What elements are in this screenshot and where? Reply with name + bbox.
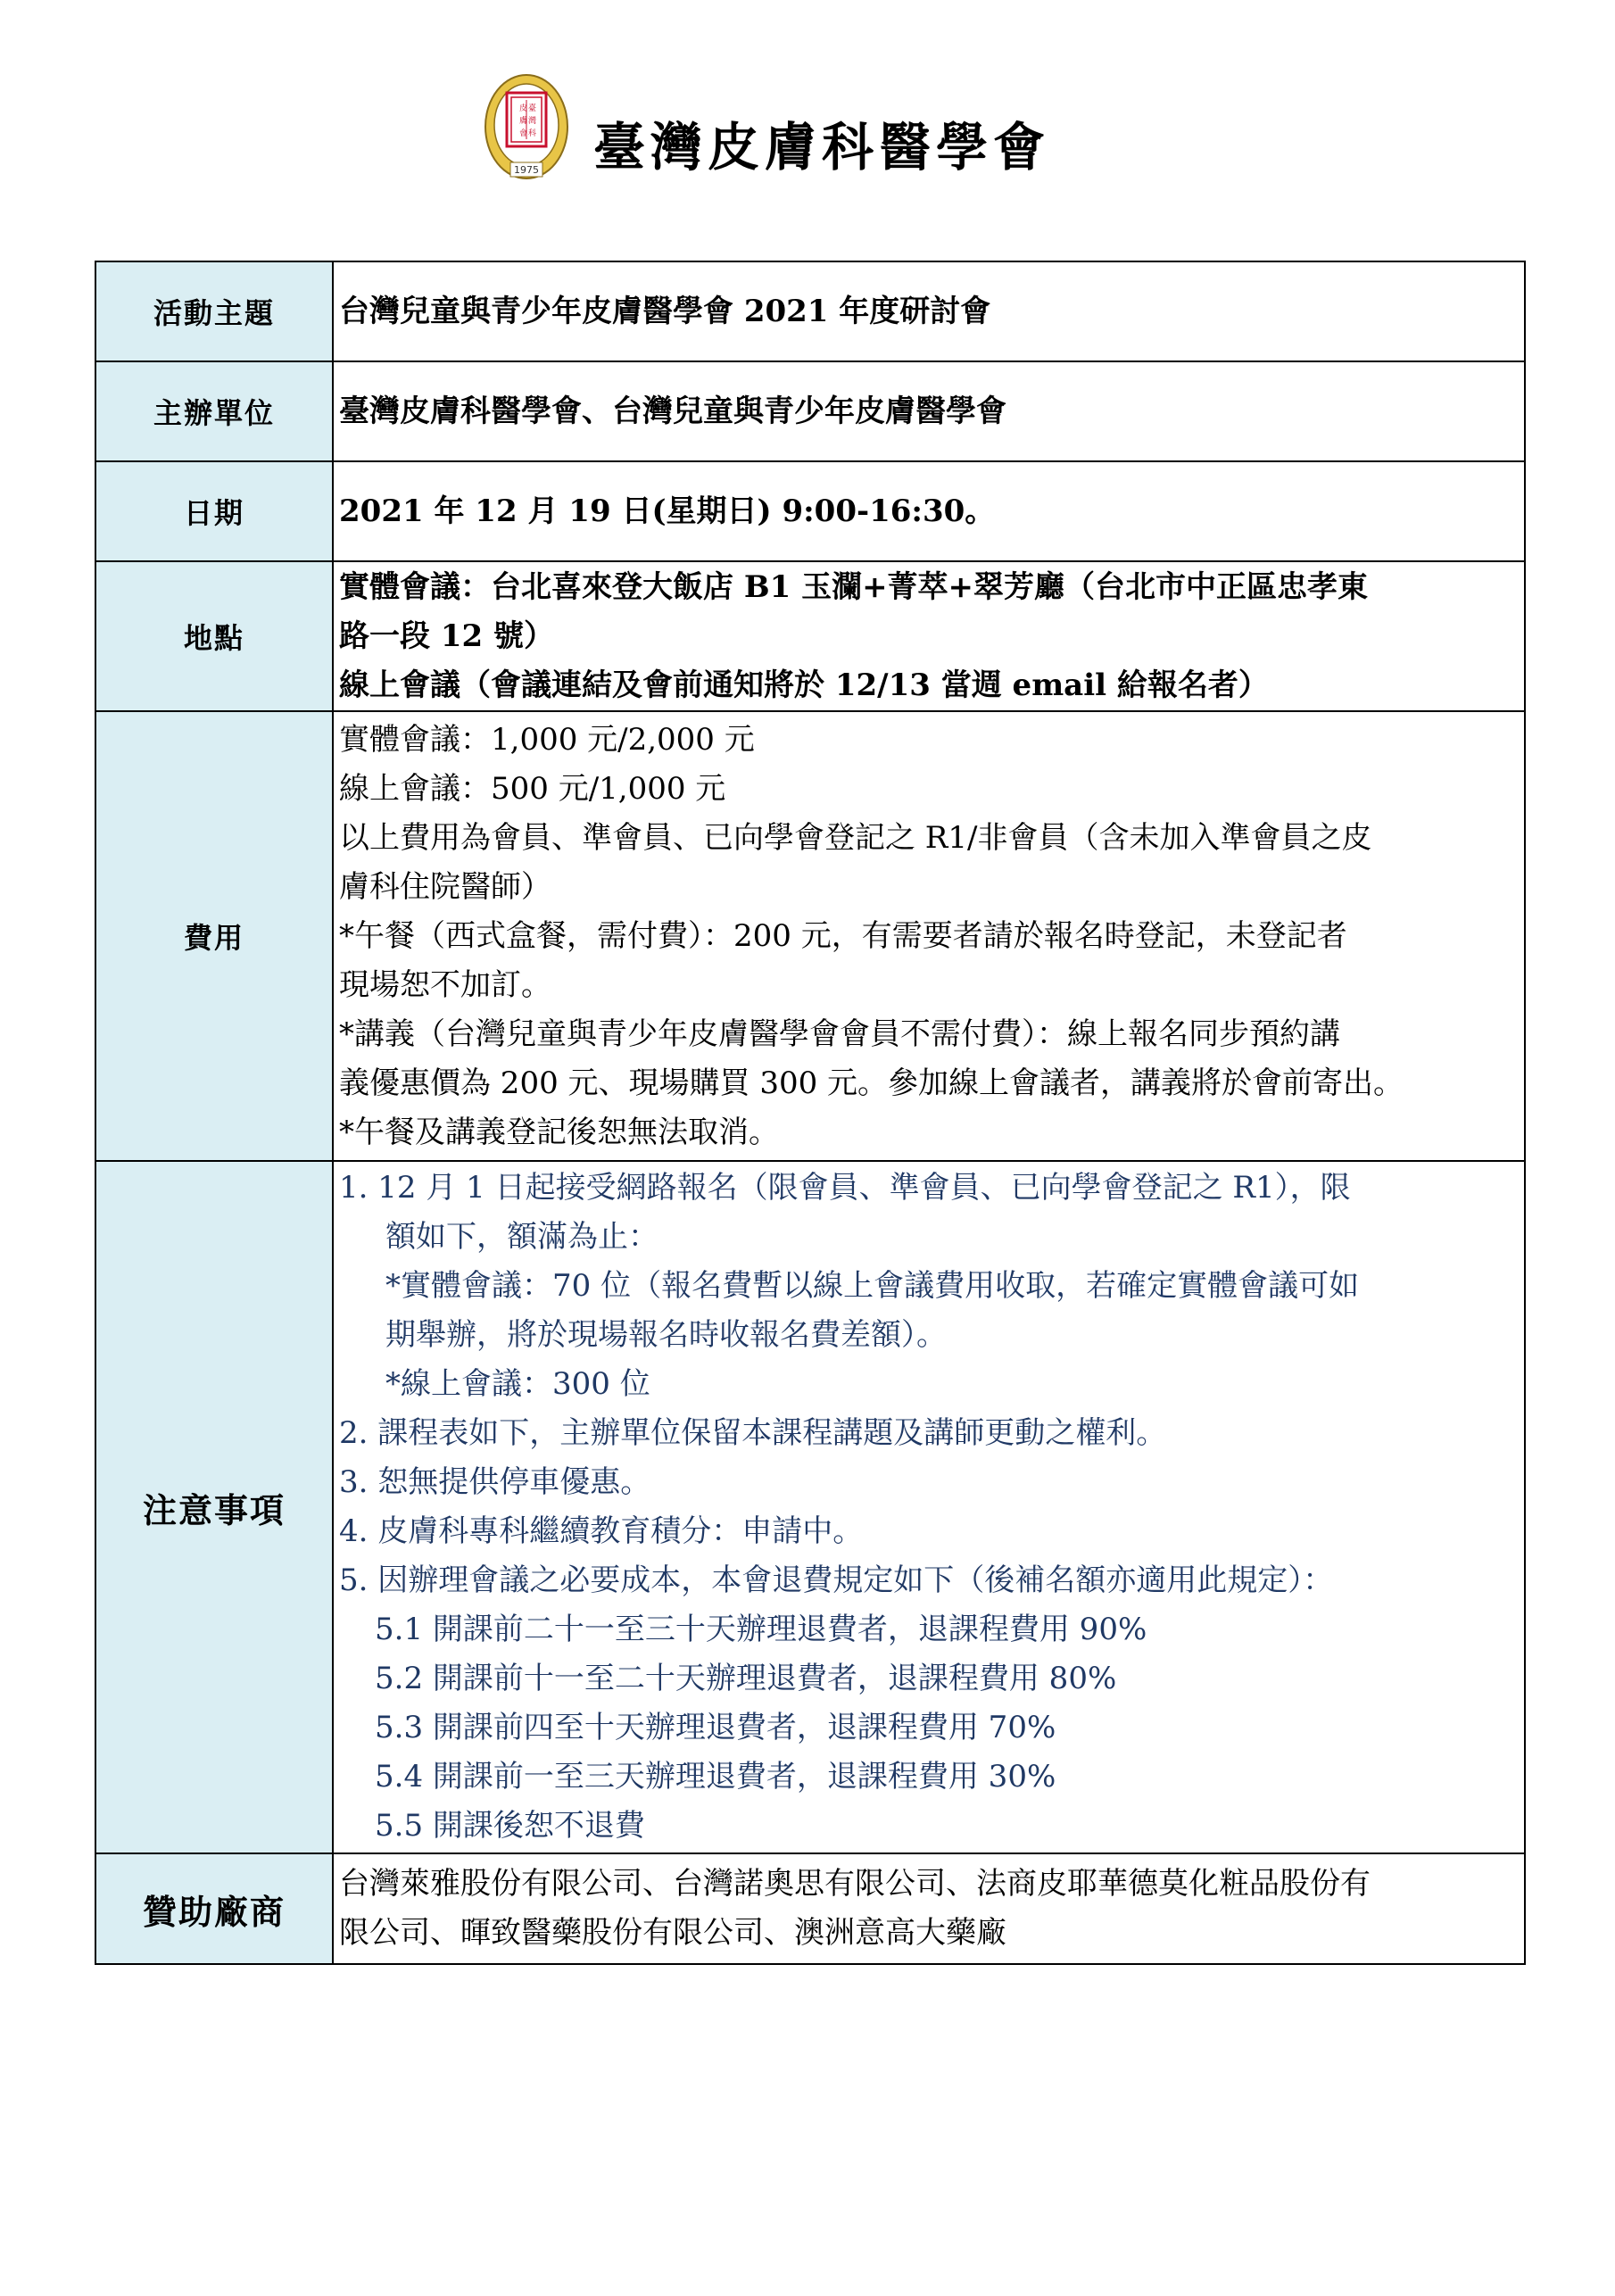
row-value-fee — [333, 711, 1525, 1161]
venue-line: 路一段 12 號） — [339, 618, 554, 654]
table-row-notes — [95, 1161, 1525, 1853]
row-label-theme: 活動主題 — [95, 261, 333, 361]
notes-line: *實體會議：70 位（報名費暫以線上會議費用收取，若確定實體會議可如 — [385, 1268, 1360, 1304]
row-label-venue: 地點 — [95, 561, 333, 711]
row-label-sponsors: 贊助廠商 — [95, 1853, 333, 1964]
date-line: 2021 年 12 月 19 日(星期日) 9:00-16:30。 — [339, 493, 996, 529]
fee-line: *講義（台灣兒童與青少年皮膚醫學會會員不需付費）：線上報名同步預約講 — [339, 1015, 1340, 1052]
organizer-line: 臺灣皮膚科醫學會、台灣兒童與青少年皮膚醫學會 — [339, 393, 1006, 429]
association-seal-icon — [482, 71, 571, 187]
svg-text:科: 科 — [528, 129, 537, 138]
fee-line: 義優惠價為 200 元、現場購買 300 元。參加線上會議者，講義將於會前寄出。 — [339, 1065, 1404, 1101]
notes-line: *線上會議：300 位 — [385, 1366, 650, 1402]
svg-text:膚: 膚 — [519, 117, 528, 126]
notes-line: 5.4 開課前一至三天辦理退費者，退課程費用 30% — [375, 1759, 1056, 1795]
row-label-organizer: 主辦單位 — [95, 361, 333, 461]
fee-line: *午餐（西式盒餐，需付費）：200 元，有需要者請於報名時登記，未登記者 — [339, 917, 1347, 954]
svg-text:會: 會 — [519, 129, 528, 138]
notes-line: 5.1 開課前二十一至三十天辦理退費者，退課程費用 90% — [375, 1612, 1147, 1647]
notes-line: 5. 因辦理會議之必要成本，本會退費規定如下（後補名額亦適用此規定）： — [339, 1562, 1334, 1598]
notes-line: 1. 12 月 1 日起接受網路報名（限會員、準會員、已向學會登記之 R1），限 — [339, 1170, 1351, 1206]
fee-line: 線上會議：500 元/1,000 元 — [339, 770, 726, 807]
notes-line: 期舉辦，將於現場報名時收報名費差額）。 — [385, 1317, 947, 1353]
sponsors-line: 台灣萊雅股份有限公司、台灣諾奧思有限公司、法商皮耶華德莫化粧品股份有 — [339, 1866, 1371, 1902]
organization-title: 臺灣皮膚科醫學會 — [593, 117, 1051, 178]
theme-line: 台灣兒童與青少年皮膚醫學會 2021 年度研討會 — [339, 293, 991, 329]
table-row-venue — [95, 561, 1525, 711]
notes-line: 5.2 開課前十一至二十天辦理退費者，退課程費用 80% — [375, 1661, 1117, 1696]
notes-line: 5.5 開課後恕不退費 — [375, 1808, 645, 1844]
fee-line: *午餐及講義登記後恕無法取消。 — [339, 1114, 779, 1150]
row-value-theme — [333, 261, 1525, 361]
table-row-organizer — [95, 361, 1525, 461]
row-value-notes — [333, 1161, 1525, 1853]
notes-line: 2. 課程表如下，主辦單位保留本課程講題及講師更動之權利。 — [339, 1415, 1167, 1451]
notes-line: 3. 恕無提供停車優惠。 — [339, 1464, 651, 1500]
row-value-venue — [333, 561, 1525, 711]
row-label-fee: 費用 — [95, 711, 333, 1161]
fee-line: 實體會議：1,000 元/2,000 元 — [339, 721, 755, 758]
fee-line: 以上費用為會員、準會員、已向學會登記之 R1/非會員（含未加入準會員之皮 — [339, 819, 1372, 856]
svg-text:灣: 灣 — [528, 117, 537, 126]
fee-line: 現場恕不加訂。 — [339, 966, 551, 1003]
row-label-date: 日期 — [95, 461, 333, 561]
table-row-date — [95, 461, 1525, 561]
venue-line: 線上會議（會議連結及會前通知將於 12/13 當週 email 給報名者） — [339, 667, 1269, 703]
page-header — [0, 71, 1615, 187]
row-label-notes: 注意事項 — [95, 1161, 333, 1853]
row-value-date — [333, 461, 1525, 561]
svg-text:臺: 臺 — [528, 104, 537, 113]
row-value-sponsors — [333, 1853, 1525, 1964]
row-value-organizer — [333, 361, 1525, 461]
svg-text:1975: 1975 — [514, 164, 539, 176]
notes-line: 5.3 開課前四至十天辦理退費者，退課程費用 70% — [375, 1710, 1056, 1745]
notes-line: 4. 皮膚科專科繼續教育積分：申請中。 — [339, 1513, 864, 1549]
notes-line: 額如下，額滿為止： — [385, 1219, 658, 1255]
table-row-fee — [95, 711, 1525, 1161]
table-row-sponsors — [95, 1853, 1525, 1964]
fee-line: 膚科住院醫師） — [339, 868, 551, 905]
event-info-table — [95, 261, 1526, 1965]
venue-line: 實體會議：台北喜來登大飯店 B1 玉瀾+菁萃+翠芳廳（台北市中正區忠孝東 — [339, 568, 1369, 605]
table-row-theme — [95, 261, 1525, 361]
sponsors-line: 限公司、暉致醫藥股份有限公司、澳洲意高大藥廠 — [339, 1915, 1006, 1951]
svg-text:皮: 皮 — [519, 104, 528, 113]
